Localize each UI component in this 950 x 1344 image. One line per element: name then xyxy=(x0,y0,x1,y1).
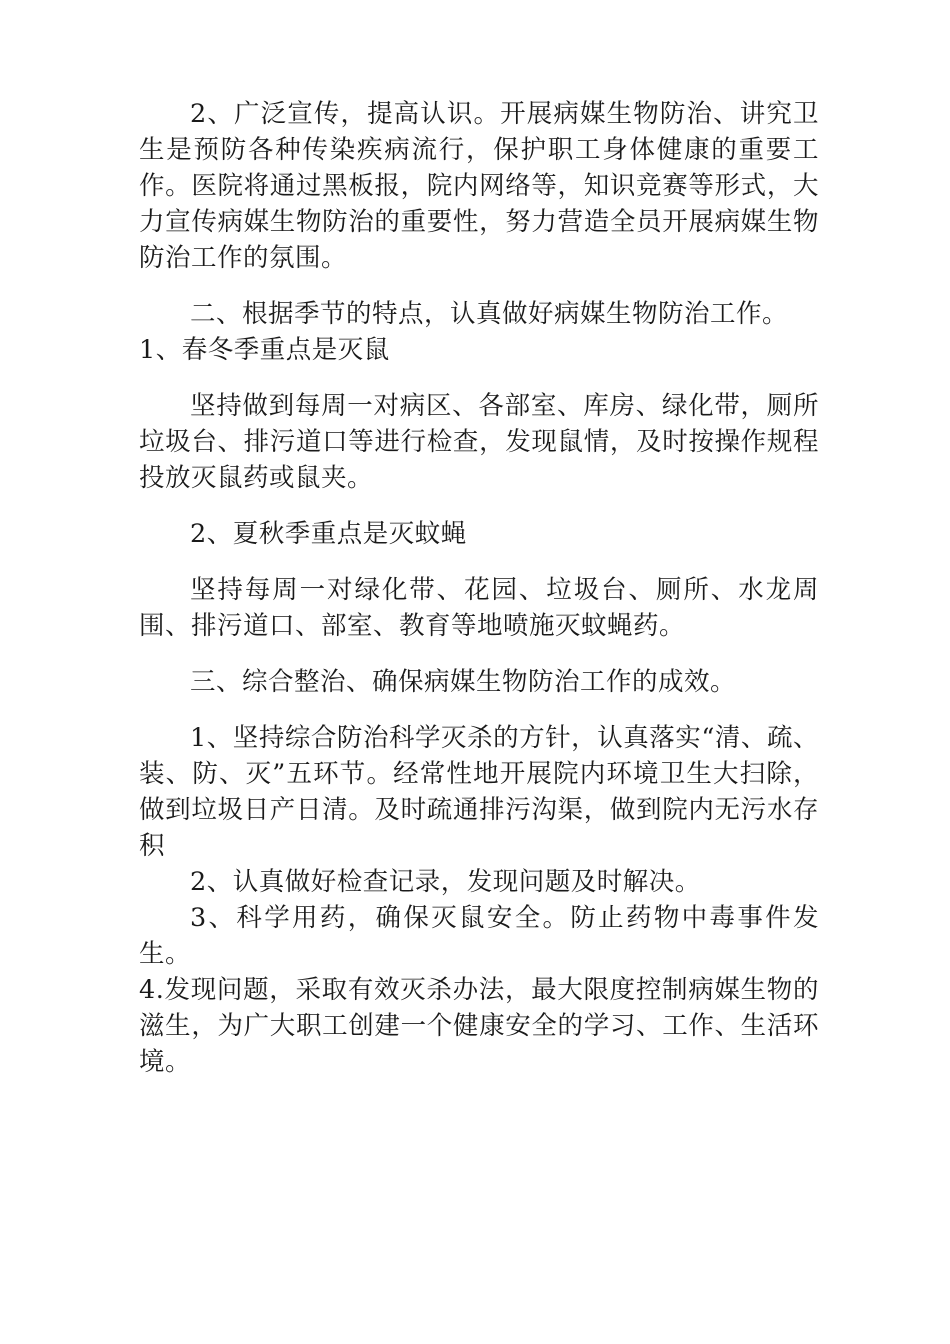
document-body xyxy=(139,96,819,1080)
paragraph-inspection-records: 2、认真做好检查记录，发现问题及时解决。 xyxy=(190,867,701,897)
paragraph-publicity: 2、广泛宣传，提高认识。开展病媒生物防治、讲究卫生是预防各种传染疾病流行，保护职工身体健康的重要工作。医院将通过黑板报，院内网络等，知识竞赛等形式，大力宣传病媒生物防治的重要性，努力营造全员开展病媒生物防治工作的氛围。 xyxy=(139,99,819,273)
subheading-summer-autumn: 2、夏秋季重点是灭蚊蝇 xyxy=(190,519,467,549)
heading-section-three: 三、综合整治、确保病媒生物防治工作的成效。 xyxy=(190,667,737,697)
paragraph-safe-medication: 3、科学用药，确保灭鼠安全。防止药物中毒事件发生。 xyxy=(139,903,819,969)
paragraph-mosquito-control: 坚持每周一对绿化带、花园、垃圾台、厕所、水龙周围、排污道口、部室、教育等地喷施灭蚊蝇药。 xyxy=(139,575,819,641)
paragraph-effective-measures: 4.发现问题，采取有效灭杀办法，最大限度控制病媒生物的滋生，为广大职工创建一个健康安全的学习、工作、生活环境。 xyxy=(139,975,819,1077)
subheading-spring-winter: 1、春冬季重点是灭鼠 xyxy=(139,335,390,365)
paragraph-rodent-control: 坚持做到每周一对病区、各部室、库房、绿化带，厕所垃圾台、排污道口等进行检查，发现鼠情，及时按操作规程投放灭鼠药或鼠夹。 xyxy=(139,391,819,493)
heading-section-two: 二、根据季节的特点，认真做好病媒生物防治工作。 xyxy=(190,299,789,329)
paragraph-comprehensive-control: 1、坚持综合防治科学灭杀的方针，认真落实“清、疏、装、防、灭”五环节。经常性地开展院内环境卫生大扫除，做到垃圾日产日清。及时疏通排污沟渠，做到院内无污水存积 xyxy=(139,723,819,861)
